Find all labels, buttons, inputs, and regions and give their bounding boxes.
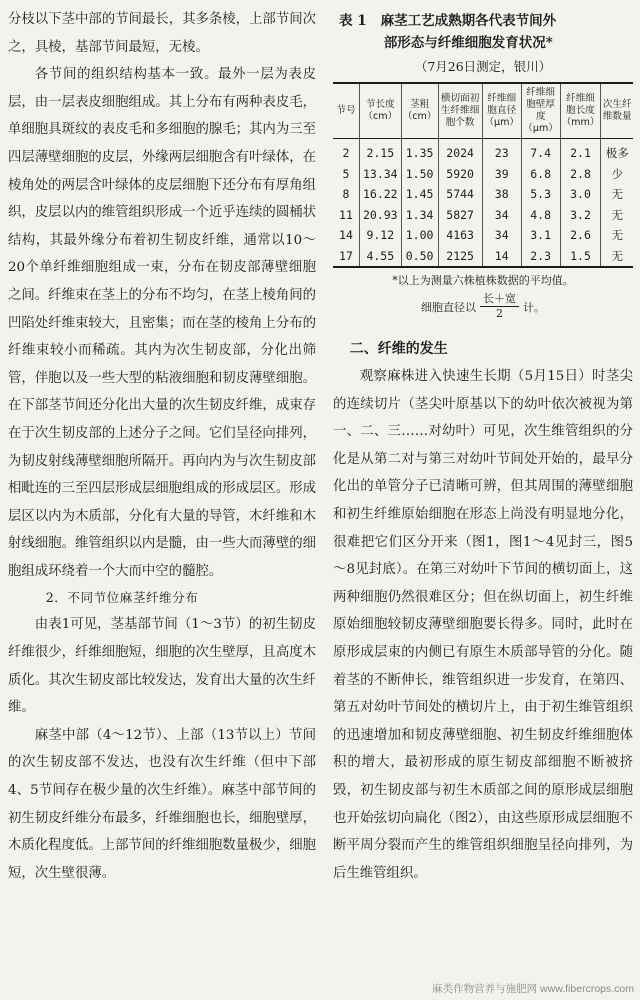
table-label: 表 1 xyxy=(339,13,367,29)
paragraph-basal-nodes: 由表1可见，茎基部节间（1～3节）的初生韧皮纤维很少，纤维细胞短，细胞的次生壁厚，且高度木质化。其次生韧皮部比较发达，发育出大量的次生纤维。 xyxy=(8,617,316,716)
paragraph-node-lengths: 分枝以下茎中部的节间最长，其多条棱，上部节间次之，具棱，基部节间最短，无棱。 xyxy=(8,12,316,55)
table-title-line1: 麻茎工艺成熟期各代表节间外 xyxy=(380,13,557,29)
table-cell: 9.12 xyxy=(359,225,401,246)
table-cell: 2125 xyxy=(438,246,482,268)
table-cell: 17 xyxy=(339,248,353,263)
table-header-row xyxy=(333,83,633,139)
table-cell: 20.93 xyxy=(359,205,401,226)
table-cell: 2.15 xyxy=(359,139,401,164)
table-cell: 无 xyxy=(601,205,633,226)
table-cell: 少 xyxy=(601,164,633,185)
table-cell: 2.3 xyxy=(521,246,560,268)
formula-fraction xyxy=(480,292,519,321)
table-cell: 3.0 xyxy=(560,184,601,205)
table-cell: 13.34 xyxy=(359,164,401,185)
table-condition: （7月26日测定，银川） xyxy=(414,59,552,74)
table-row xyxy=(333,184,633,205)
section-title-fiber-origin: 二、纤维的发生 xyxy=(349,341,448,357)
table-cell: 2.6 xyxy=(560,225,601,246)
diameter-formula xyxy=(333,292,633,321)
table-cell: 无 xyxy=(601,225,633,246)
table-cell: 1.00 xyxy=(401,225,438,246)
table-cell: 1.5 xyxy=(560,246,601,268)
header-primary-fiber-count: 横切面初生纤维细胞个数 xyxy=(438,83,482,139)
table-cell: 无 xyxy=(601,184,633,205)
table-row xyxy=(333,246,633,268)
table-cell: 23 xyxy=(482,139,521,164)
paragraph-middle-upper-nodes: 麻茎中部（4～12节）、上部（13节以上）节间的次生韧皮部不发达，也没有次生纤维（但中下部4、5节间存在极少量的次生纤维）。麻茎中部节间的初生韧皮纤维分布最多，纤维细胞也长，细胞壁厚，木质化程度低。上部节间的纤维细胞数量极少，细胞短，次生壁很薄。 xyxy=(8,727,316,881)
fiber-data-table xyxy=(333,82,633,268)
table-cell: 2024 xyxy=(438,139,482,164)
table-cell: 5 xyxy=(342,166,350,181)
header-fiber-length: 纤维细胞长度（mm） xyxy=(560,83,601,139)
table-cell: 1.35 xyxy=(401,139,438,164)
table-cell: 无 xyxy=(601,246,633,268)
paragraph-tissue-structure: 各节间的组织结构基本一致。最外一层为表皮层，由一层表皮细胞组成。其上分布有两种表皮毛，单细胞具斑纹的表皮毛和多细胞的腺毛；其内为三至四层薄壁细胞的皮层，外缘两层细胞含有叶绿体，在棱角处的两层含叶绿体的皮层细胞下还分布有厚角组织，皮层以内的维管组织形成一个近乎连续的圆桶状结构，其最外缘分布着初生韧皮纤维，通常以10～20个单纤维细胞组成一束，分布在韧皮部薄壁细胞之间。纤维束在茎上的分布不均匀，在茎上棱角间的凹陷处纤维束较大，且密集；而在茎的棱角上分布的纤维束较小而稀疏。其内为次生韧皮部，分化出筛管，伴胞以及一些大型的粘液细胞和韧皮薄壁细胞。在下部茎节间还分化出大量的次生韧皮纤维，成束存在于次生韧皮部的上述分子之间。它们呈径向排列，为韧皮射线薄壁细胞所隔开。再向内为与次生韧皮部相毗连的三至四层形成层细胞组成的形成层区。形成层区以内为木质部，分化有大量的导管，木纤维和木射线细胞。维管组织以内是髓，由一些大而薄壁的细胞组成环绕着一个大而中空的髓腔。 xyxy=(8,67,316,579)
table-cell: 2.8 xyxy=(560,164,601,185)
header-node-length: 节长度（cm） xyxy=(359,83,401,139)
table-cell: 7.4 xyxy=(521,139,560,164)
table-cell: 5.3 xyxy=(521,184,560,205)
table-cell: 1.34 xyxy=(401,205,438,226)
table-cell: 极多 xyxy=(601,139,633,164)
table-row xyxy=(333,205,633,226)
table-cell: 5827 xyxy=(438,205,482,226)
table-cell: 1.50 xyxy=(401,164,438,185)
table-footnote: *以上为测量六株植株数据的平均值。 xyxy=(392,274,574,287)
header-node-number: 节号 xyxy=(333,83,359,139)
table-cell: 3.1 xyxy=(521,225,560,246)
table-cell: 2 xyxy=(342,146,350,161)
table-cell: 34 xyxy=(482,205,521,226)
table-cell: 4163 xyxy=(438,225,482,246)
header-fiber-diameter: 纤维细胞直径（μm） xyxy=(482,83,521,139)
table-cell: 39 xyxy=(482,164,521,185)
header-stem-diameter: 茎粗（cm） xyxy=(401,83,438,139)
watermark: 麻类作物营养与施肥网 www.fibercrops.com xyxy=(432,983,634,995)
table-cell: 6.8 xyxy=(521,164,560,185)
table-cell: 1.45 xyxy=(401,184,438,205)
formula-lhs: 细胞直径以 xyxy=(421,300,476,314)
table-cell: 4.55 xyxy=(359,246,401,268)
formula-numerator: 长＋宽 xyxy=(480,292,519,307)
header-secondary-fiber: 次生纤维数量 xyxy=(601,83,633,139)
table-cell: 2.1 xyxy=(560,139,601,164)
table-title-line2: 部形态与纤维细胞发育状况* xyxy=(383,35,553,51)
subheading-fiber-distribution: 2．不同节位麻茎纤维分布 xyxy=(45,590,199,606)
right-column xyxy=(333,6,633,887)
table-cell: 14 xyxy=(482,246,521,268)
left-column xyxy=(8,6,316,887)
table-cell: 4.8 xyxy=(521,205,560,226)
formula-rhs: 计。 xyxy=(523,300,545,314)
table-cell: 0.50 xyxy=(401,246,438,268)
table-cell: 38 xyxy=(482,184,521,205)
table-cell: 34 xyxy=(482,225,521,246)
table-cell: 14 xyxy=(339,228,353,243)
table-cell: 8 xyxy=(342,187,350,202)
table-cell: 5920 xyxy=(438,164,482,185)
paragraph-fiber-origin: 观察麻株进入快速生长期（5月15日）时茎尖的连续切片（茎尖叶原基以下的幼叶依次被视为第一、二、三……对幼叶）可见，次生维管组织的分化是从第二对与第三对幼叶节间处开始的，最早分化出的单管分子已清晰可辨，但其周围的薄壁细胞和初生纤维原始细胞在形态上尚没有明显地分化，很难把它们区分开来（图1，图1～4见封三，图5～8见封底）。在第三对幼叶下节间的横切面上，这两种细胞仍然很难区分；但在纵切面上，初生纤维原始细胞较韧皮薄壁细胞要长得多。同时，此时在原形成层束的内侧已有原生木质部导管的分化。随着茎的不断伸长，维管组织进一步发育，在第四、第五对幼叶节间处的横切片上，由于初生维管组织的迅速增加和韧皮薄壁细胞、初生韧皮纤维细胞体积的增大，最初形成的原生韧皮部细胞不断被挤毁，初生韧皮部与初生木质部之间的原形成层细胞也开始弦切向扁化（图2），由这些原形成层细胞不断平周分裂而产生的维管组织细胞呈径向排列，为后生维管组织。 xyxy=(333,369,633,881)
table-row xyxy=(333,164,633,185)
table-title xyxy=(339,10,633,54)
table-cell: 3.2 xyxy=(560,205,601,226)
header-wall-thickness: 纤维细胞壁厚度（μm） xyxy=(521,83,560,139)
table-row xyxy=(333,225,633,246)
formula-denominator: 2 xyxy=(496,307,503,320)
table-row xyxy=(333,139,633,164)
table-cell: 16.22 xyxy=(359,184,401,205)
table-cell: 11 xyxy=(339,207,353,222)
table-cell: 5744 xyxy=(438,184,482,205)
